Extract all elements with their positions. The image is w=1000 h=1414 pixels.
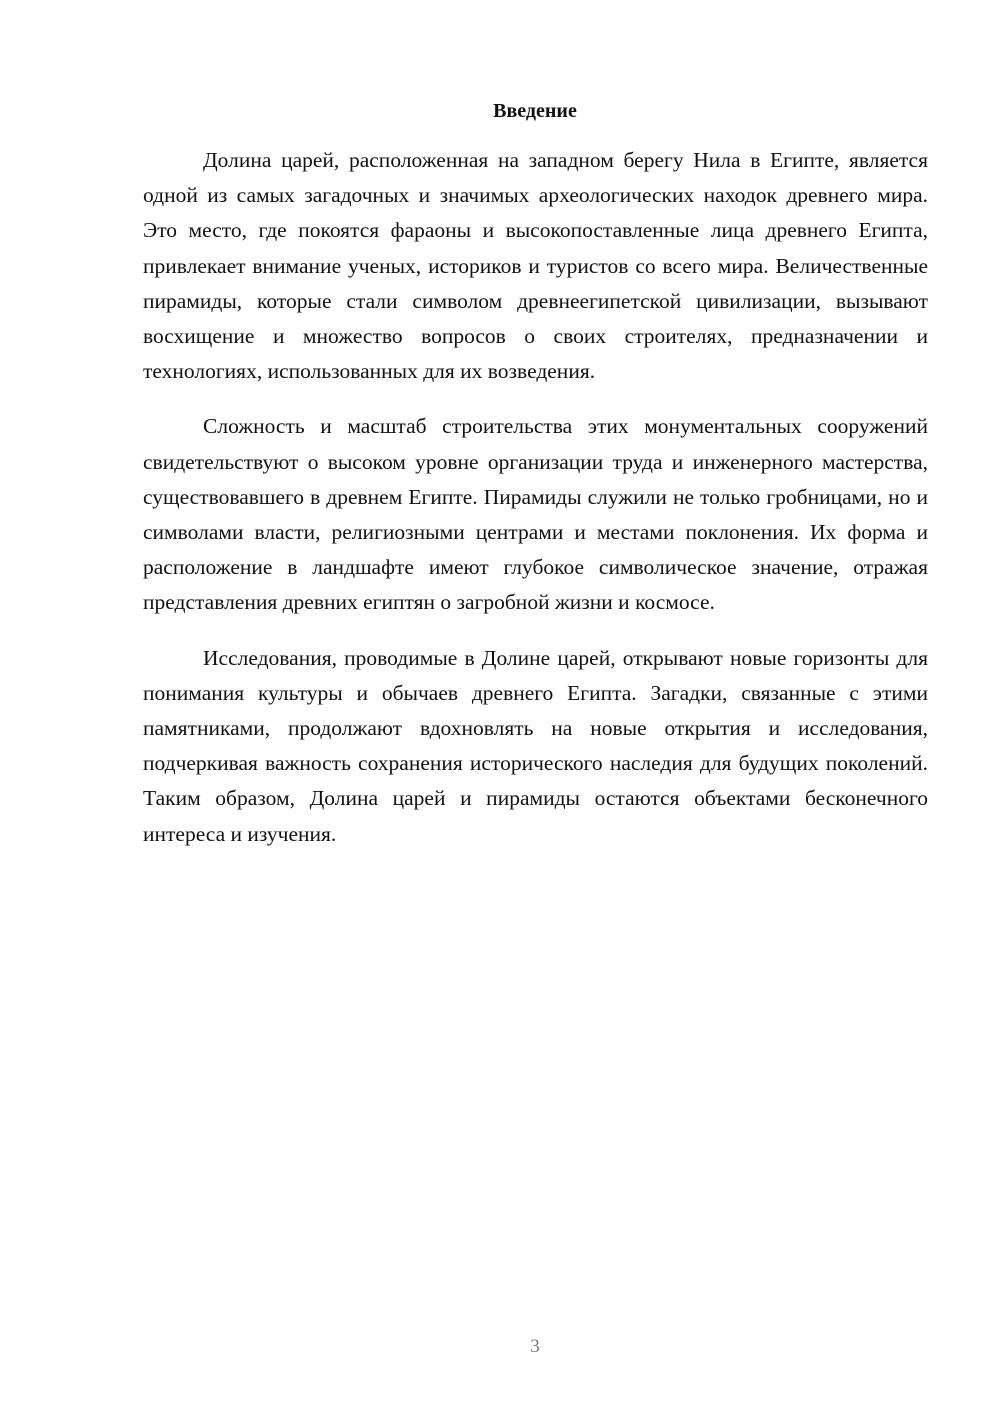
- paragraph-3: Исследования, проводимые в Долине царей, открывают новые горизонты для понимания культуры и обычаев древнего Египта. Загадки, связанные с этими памятниками, продолжают вдохновлять на новые открытия и исследования, подчеркивая важность сохранения исторического наследия для будущих поколений. Таким образом, Долина царей и пирамиды остаются объектами бесконечного интереса и изучения.: [143, 645, 928, 846]
- body-text: [143, 143, 928, 872]
- paragraph-2: Сложность и масштаб строительства этих монументальных сооружений свидетельствуют о высоком уровне организации труда и инженерного мастерства, существовавшего в древнем Египте. Пирамиды служили не только гробницами, но и символами власти, религиозными центрами и местами поклонения. Их форма и расположение в ландшафте имеют глубокое символическое значение, отражая представления древних египтян о загробной жизни и космосе.: [143, 414, 928, 615]
- page-number: 3: [530, 1336, 540, 1357]
- page-heading: Введение: [493, 100, 577, 122]
- paragraph-1: Долина царей, расположенная на западном берегу Нила в Египте, является одной из самых загадочных и значимых археологических находок древнего мира. Это место, где покоятся фараоны и высокопоставленные лица древнего Египта, привлекает внимание ученых, историков и туристов со всего мира. Величественные пирамиды, которые стали символом древнеегипетской цивилизации, вызывают восхищение и множество вопросов о своих строителях, предназначении и технологиях, использованных для их возведения.: [143, 148, 928, 384]
